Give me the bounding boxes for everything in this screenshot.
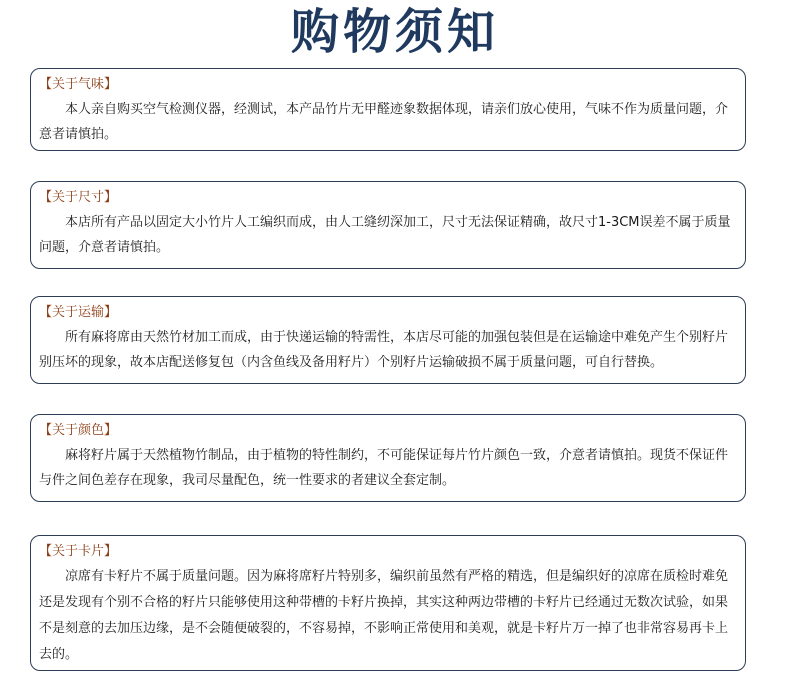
notice-smell — [30, 68, 746, 151]
notice-title: 【关于运输】 — [39, 305, 118, 320]
notice-size — [30, 181, 746, 269]
notice-shipping — [30, 296, 746, 384]
notice-body: 麻将籽片属于天然植物竹制品，由于植物的特性制约，不可能保证每片竹片颜色一致，介意者请慎拍。现货不保证件与件之间色差存在现象，我司尽量配色，统一性要求的者建议全套定制。 — [39, 448, 729, 488]
notice-title: 【关于尺寸】 — [39, 190, 118, 205]
page-title: 购物须知 — [290, 4, 499, 60]
notice-title: 【关于颜色】 — [39, 423, 118, 438]
notice-body: 本店所有产品以固定大小竹片人工编织而成，由人工缝纫深加工，尺寸无法保证精确，故尺寸1-3CM误差不属于质量问题，介意者请慎拍。 — [39, 215, 731, 255]
notice-body: 凉席有卡籽片不属于质量问题。因为麻将席籽片特别多，编织前虽然有严格的精选，但是编织好的凉席在质检时难免还是发现有个别不合格的籽片只能够使用这种带槽的卡籽片换掉，其实这种两边带槽的卡籽片已经通过无数次试验，如果不是刻意的去加压边缘，是不会随便破裂的，不容易掉，不影响正常使用和美观，就是卡籽片万一掉了也非常容易再卡上去的。 — [39, 569, 729, 662]
notice-body: 本人亲自购买空气检测仪器，经测试，本产品竹片无甲醛迹象数据体现，请亲们放心使用，气味不作为质量问题，介意者请慎拍。 — [39, 102, 729, 142]
notice-title: 【关于卡片】 — [39, 544, 118, 559]
notice-color — [30, 414, 746, 502]
notice-clip-pieces — [30, 535, 746, 671]
notice-title: 【关于气味】 — [39, 77, 118, 92]
notice-body: 所有麻将席由天然竹材加工而成，由于快递运输的特需性，本店尽可能的加强包装但是在运输途中难免产生个别籽片别压坏的现象，故本店配送修复包（内含鱼线及备用籽片）个别籽片运输破损不属于质量问题，可自行替换。 — [39, 330, 729, 370]
